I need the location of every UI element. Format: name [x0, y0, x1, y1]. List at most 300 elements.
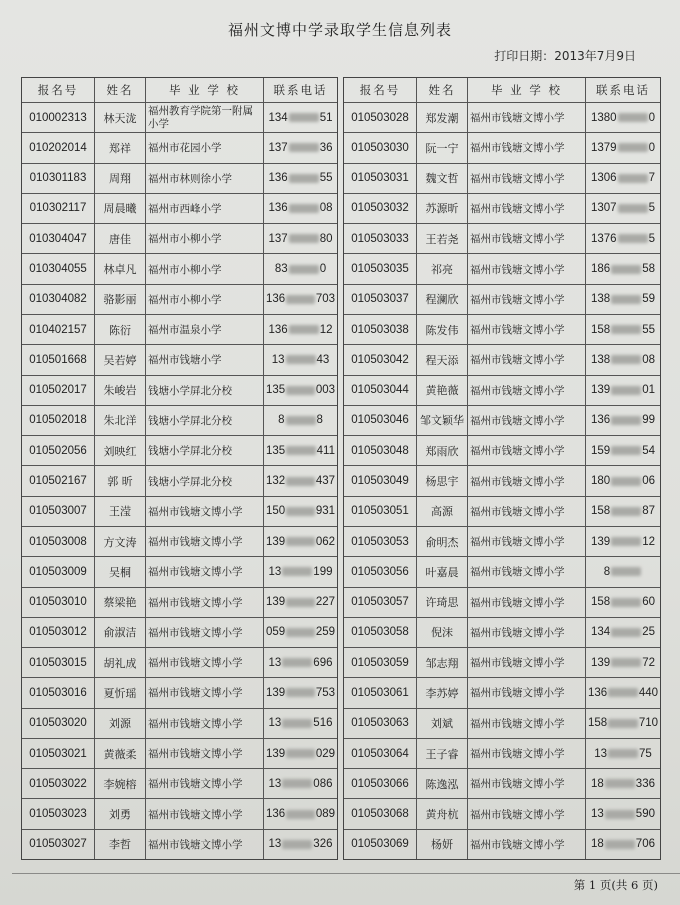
print-date: 打印日期：2013年7月9日: [494, 49, 636, 63]
phone-visible-suffix: 753: [315, 686, 335, 699]
student-name: 骆影丽: [95, 285, 146, 314]
registration-number: 010503068: [344, 799, 417, 828]
phone-number: [586, 466, 660, 495]
phone-number: [264, 376, 337, 405]
registration-number: 010502017: [22, 376, 95, 405]
table-row: [22, 618, 337, 648]
student-name: 林天泷: [95, 103, 146, 132]
registration-number: 010503038: [344, 315, 417, 344]
phone-number: [586, 436, 660, 465]
phone-visible-prefix: 13: [268, 656, 282, 669]
student-name: 黄舟杭: [417, 799, 468, 828]
student-name: 胡礼成: [95, 648, 146, 677]
table-row: [344, 799, 660, 829]
phone-number: [264, 315, 337, 344]
registration-number: 010503032: [344, 194, 417, 223]
student-name: 杨思宇: [417, 466, 468, 495]
table-row: [22, 133, 337, 163]
graduation-school: 福州市温泉小学: [146, 315, 264, 344]
phone-redaction: [611, 507, 641, 516]
phone-visible-suffix: 931: [315, 505, 335, 518]
registration-number: 010503008: [22, 527, 95, 556]
phone-visible-prefix: 83: [274, 263, 288, 276]
phone-redaction: [282, 719, 312, 728]
table-row: [344, 133, 660, 163]
student-name: 陈逸泓: [417, 769, 468, 798]
graduation-school: 福州市钱塘文博小学: [146, 588, 264, 617]
phone-redaction: [611, 446, 641, 455]
graduation-school: 福州市钱塘文博小学: [468, 527, 586, 556]
student-name: 王若尧: [417, 224, 468, 253]
phone-number: [586, 497, 660, 526]
registration-number: 010502018: [22, 406, 95, 435]
registration-number: 010002313: [22, 103, 95, 132]
registration-number: 010503049: [344, 466, 417, 495]
header-school: 毕 业 学 校: [468, 78, 586, 102]
phone-redaction: [608, 688, 638, 697]
phone-visible-prefix: 136: [268, 323, 288, 336]
student-name: 刘源: [95, 709, 146, 738]
graduation-school: 福州市钱塘文博小学: [146, 618, 264, 647]
phone-redaction: [289, 325, 319, 334]
phone-visible-suffix: 54: [642, 444, 655, 457]
graduation-school: 福州市钱塘文博小学: [468, 194, 586, 223]
student-name: 邹文颖华: [417, 406, 468, 435]
phone-visible-prefix: 1379: [591, 141, 617, 154]
graduation-school: 福州市钱塘文博小学: [468, 497, 586, 526]
phone-visible-suffix: 59: [642, 293, 655, 306]
student-name: 吴桐: [95, 557, 146, 586]
student-name: 蔡梁艳: [95, 588, 146, 617]
student-name: 祁亮: [417, 254, 468, 283]
graduation-school: 福州市钱塘文博小学: [468, 103, 586, 132]
registration-number: 010503007: [22, 497, 95, 526]
graduation-school: 福州市钱塘文博小学: [146, 648, 264, 677]
phone-visible-suffix: 75: [639, 747, 652, 760]
phone-visible-prefix: 8: [603, 565, 611, 578]
document-title: 福州文博中学录取学生信息列表: [227, 21, 452, 39]
table-row: [22, 709, 337, 739]
phone-visible-prefix: 186: [591, 263, 611, 276]
table-row: [22, 557, 337, 587]
header-school: 毕 业 学 校: [146, 78, 264, 102]
phone-visible-suffix: 51: [319, 111, 333, 124]
table-row: [344, 103, 660, 133]
phone-redaction: [608, 719, 638, 728]
phone-number: [264, 194, 337, 223]
registration-number: 010304055: [22, 254, 95, 283]
table-row: [22, 164, 337, 194]
graduation-school: 福州市花园小学: [146, 133, 264, 162]
phone-visible-suffix: 72: [642, 656, 655, 669]
phone-number: [264, 406, 337, 435]
phone-redaction: [289, 234, 319, 243]
student-name: 周晨曦: [95, 194, 146, 223]
graduation-school: 福州市钱塘文博小学: [468, 769, 586, 798]
table-row: [22, 799, 337, 829]
table-row: [22, 648, 337, 678]
phone-number: [264, 164, 337, 193]
phone-visible-prefix: 13: [271, 353, 285, 366]
phone-visible-suffix: 703: [315, 293, 335, 306]
phone-redaction: [611, 416, 641, 425]
student-name: 叶嘉晨: [417, 557, 468, 586]
phone-visible-prefix: 13: [268, 717, 282, 730]
phone-visible-suffix: 12: [642, 535, 655, 548]
phone-visible-prefix: 136: [266, 293, 286, 306]
registration-number: 010503053: [344, 527, 417, 556]
phone-number: [586, 739, 660, 768]
graduation-school: 福州市钱塘文博小学: [468, 406, 586, 435]
graduation-school: 福州市钱塘文博小学: [146, 678, 264, 707]
table-row: [344, 769, 660, 799]
registration-number: 010503033: [344, 224, 417, 253]
table-row: [22, 678, 337, 708]
student-name: 魏文哲: [417, 164, 468, 193]
phone-number: [264, 648, 337, 677]
graduation-school: 福州市钱塘文博小学: [468, 678, 586, 707]
phone-number: [264, 224, 337, 253]
phone-visible-suffix: 437: [315, 475, 335, 488]
table-row: [22, 497, 337, 527]
phone-visible-suffix: 227: [315, 596, 335, 609]
phone-number: [586, 830, 660, 859]
table-row: [22, 588, 337, 618]
phone-visible-suffix: 7: [648, 172, 655, 185]
phone-visible-prefix: 139: [591, 384, 611, 397]
phone-visible-suffix: 590: [635, 808, 655, 821]
phone-visible-prefix: 1376: [591, 232, 617, 245]
student-name: 俞淑洁: [95, 618, 146, 647]
phone-visible-suffix: 086: [313, 777, 333, 790]
registration-number: 010502056: [22, 436, 95, 465]
table-row: [344, 588, 660, 618]
phone-visible-suffix: 003: [315, 384, 335, 397]
phone-visible-prefix: 13: [268, 777, 282, 790]
phone-redaction: [611, 386, 641, 395]
graduation-school: 福州市钱塘文博小学: [468, 466, 586, 495]
phone-visible-suffix: 25: [642, 626, 655, 639]
graduation-school: 福州市钱塘文博小学: [468, 557, 586, 586]
registration-number: 010302117: [22, 194, 95, 223]
phone-visible-suffix: 199: [313, 565, 333, 578]
student-name: 郑雨欣: [417, 436, 468, 465]
phone-redaction: [605, 840, 635, 849]
phone-number: [586, 133, 660, 162]
phone-visible-suffix: 08: [319, 202, 333, 215]
phone-redaction: [608, 749, 638, 758]
table-row: [344, 345, 660, 375]
phone-visible-suffix: 0: [319, 263, 327, 276]
graduation-school: 钱塘小学屏北分校: [146, 436, 264, 465]
phone-number: [264, 618, 337, 647]
graduation-school: 福州市钱塘文博小学: [468, 315, 586, 344]
phone-visible-suffix: 36: [319, 141, 333, 154]
student-name: 王子睿: [417, 739, 468, 768]
phone-visible-prefix: 158: [591, 323, 611, 336]
phone-number: [586, 799, 660, 828]
phone-visible-prefix: 18: [591, 777, 604, 790]
phone-visible-suffix: 99: [642, 414, 655, 427]
registration-number: 010501668: [22, 345, 95, 374]
registration-number: 010503027: [22, 830, 95, 859]
graduation-school: 福州市钱塘文博小学: [468, 285, 586, 314]
registration-number: 010402157: [22, 315, 95, 344]
phone-redaction: [618, 113, 648, 122]
phone-visible-prefix: 139: [591, 535, 611, 548]
graduation-school: 福州市林则徐小学: [146, 164, 264, 193]
graduation-school: 福州市钱塘文博小学: [468, 376, 586, 405]
registration-number: 010503037: [344, 285, 417, 314]
page-number: 第 1 页(共 6 页): [573, 878, 658, 892]
registration-number: 010503030: [344, 133, 417, 162]
graduation-school: 福州市钱塘文博小学: [146, 830, 264, 859]
graduation-school: 福州市钱塘文博小学: [468, 588, 586, 617]
graduation-school: 福州市小柳小学: [146, 224, 264, 253]
phone-visible-suffix: 089: [315, 808, 335, 821]
phone-number: [586, 709, 660, 738]
table-row: [344, 194, 660, 224]
phone-number: [586, 648, 660, 677]
table-row: [22, 103, 337, 133]
graduation-school: 福州市钱塘文博小学: [146, 709, 264, 738]
table-row: [344, 164, 660, 194]
table-header-row: [344, 78, 660, 103]
phone-visible-prefix: 180: [591, 475, 611, 488]
student-name: 程天添: [417, 345, 468, 374]
student-name: 吴若婷: [95, 345, 146, 374]
table-row: [344, 254, 660, 284]
table-row: [344, 739, 660, 769]
phone-visible-suffix: 062: [315, 535, 335, 548]
header-phone: 联系电话: [596, 85, 650, 97]
student-name: 朱北洋: [95, 406, 146, 435]
student-name: 王滢: [95, 497, 146, 526]
table-row: [22, 376, 337, 406]
student-name: 高源: [417, 497, 468, 526]
registration-number: 010503061: [344, 678, 417, 707]
registration-number: 010503059: [344, 648, 417, 677]
registration-number: 010503048: [344, 436, 417, 465]
phone-visible-suffix: 43: [316, 353, 330, 366]
phone-visible-suffix: 80: [319, 232, 333, 245]
student-name: 刘斌: [417, 709, 468, 738]
student-name: 林卓凡: [95, 254, 146, 283]
phone-redaction: [289, 204, 319, 213]
phone-number: [586, 588, 660, 617]
graduation-school: 福州市钱塘文博小学: [468, 164, 586, 193]
table-row: [22, 285, 337, 315]
phone-visible-prefix: 13: [594, 747, 607, 760]
graduation-school: 福州市钱塘文博小学: [468, 436, 586, 465]
table-row: [22, 345, 337, 375]
phone-visible-prefix: 138: [591, 353, 611, 366]
student-name: 程澜欣: [417, 285, 468, 314]
graduation-school: 福州市钱塘文博小学: [468, 830, 586, 859]
student-name: 郭 昕: [95, 466, 146, 495]
phone-visible-prefix: 150: [266, 505, 286, 518]
phone-redaction: [286, 355, 316, 364]
student-name: 唐佳: [95, 224, 146, 253]
graduation-school: 福州市钱塘文博小学: [146, 527, 264, 556]
phone-number: [586, 406, 660, 435]
phone-visible-suffix: 01: [642, 384, 655, 397]
phone-redaction: [289, 265, 319, 274]
graduation-school: 福州市钱塘文博小学: [146, 497, 264, 526]
registration-number: 010503012: [22, 618, 95, 647]
phone-visible-prefix: 1306: [591, 172, 617, 185]
phone-number: [264, 799, 337, 828]
phone-redaction: [618, 174, 648, 183]
table-row: [344, 618, 660, 648]
phone-visible-prefix: 137: [268, 232, 288, 245]
phone-number: [264, 103, 337, 132]
phone-redaction: [605, 779, 635, 788]
table-row: [22, 194, 337, 224]
phone-number: [586, 224, 660, 253]
phone-visible-suffix: 710: [638, 717, 658, 730]
phone-visible-suffix: 706: [635, 838, 655, 851]
phone-number: [264, 739, 337, 768]
phone-visible-suffix: 08: [642, 353, 655, 366]
phone-number: [586, 345, 660, 374]
phone-visible-suffix: 5: [648, 202, 655, 215]
phone-visible-prefix: 134: [591, 626, 611, 639]
phone-redaction: [282, 658, 312, 667]
phone-visible-prefix: 158: [588, 717, 608, 730]
footer-divider: [12, 873, 680, 874]
student-name: 刘勇: [95, 799, 146, 828]
registration-number: 010503051: [344, 497, 417, 526]
phone-visible-suffix: 60: [642, 596, 655, 609]
student-name: 郑祥: [95, 133, 146, 162]
phone-redaction: [282, 840, 312, 849]
phone-visible-prefix: 1307: [591, 202, 617, 215]
student-name: 方文涛: [95, 527, 146, 556]
phone-visible-prefix: 134: [268, 111, 288, 124]
registration-number: 010503056: [344, 557, 417, 586]
phone-number: [264, 466, 337, 495]
table-row: [22, 406, 337, 436]
phone-visible-suffix: 06: [642, 475, 655, 488]
graduation-school: 福州市钱塘文博小学: [468, 254, 586, 283]
header-id: 报名号: [344, 78, 417, 102]
phone-visible-suffix: 029: [315, 747, 335, 760]
phone-redaction: [286, 295, 315, 304]
phone-redaction: [286, 810, 315, 819]
phone-number: [586, 557, 660, 586]
phone-visible-prefix: 136: [591, 414, 611, 427]
graduation-school: 福州市钱塘文博小学: [468, 345, 586, 374]
phone-visible-prefix: 13: [591, 808, 604, 821]
graduation-school: 福州教育学院第一附属小学: [146, 103, 264, 132]
graduation-school: 福州市钱塘文博小学: [468, 799, 586, 828]
phone-visible-prefix: 136: [266, 808, 286, 821]
student-name: 周翔: [95, 164, 146, 193]
phone-visible-prefix: 136: [588, 686, 608, 699]
student-name: 刘映红: [95, 436, 146, 465]
student-name: 黄薇柔: [95, 739, 146, 768]
phone-redaction: [611, 355, 641, 364]
registration-number: 010503063: [344, 709, 417, 738]
table-row: [344, 376, 660, 406]
phone-redaction: [289, 174, 319, 183]
phone-redaction: [286, 477, 315, 486]
phone-redaction: [286, 537, 315, 546]
registration-number: 010503015: [22, 648, 95, 677]
phone-visible-suffix: 326: [313, 838, 333, 851]
phone-visible-prefix: 13: [268, 838, 282, 851]
phone-number: [264, 769, 337, 798]
phone-visible-prefix: 158: [591, 505, 611, 518]
registration-number: 010503009: [22, 557, 95, 586]
phone-redaction: [286, 628, 315, 637]
phone-visible-suffix: 440: [638, 686, 658, 699]
student-name: 郑发潮: [417, 103, 468, 132]
phone-number: [264, 436, 337, 465]
phone-redaction: [286, 688, 315, 697]
student-name: 许琦思: [417, 588, 468, 617]
phone-number: [586, 164, 660, 193]
phone-visible-suffix: 336: [635, 777, 655, 790]
student-name: 阮一宁: [417, 133, 468, 162]
student-table-right: [343, 77, 661, 860]
table-row: [344, 709, 660, 739]
phone-number: [586, 194, 660, 223]
graduation-school: 福州市钱塘文博小学: [468, 739, 586, 768]
phone-number: [586, 285, 660, 314]
table-row: [22, 830, 337, 859]
student-name: 杨妍: [417, 830, 468, 859]
phone-redaction: [618, 204, 648, 213]
registration-number: 010503066: [344, 769, 417, 798]
student-name: 朱峻岩: [95, 376, 146, 405]
phone-redaction: [611, 598, 641, 607]
phone-visible-suffix: 516: [313, 717, 333, 730]
phone-visible-suffix: 0: [648, 141, 655, 154]
graduation-school: 福州市钱塘文博小学: [468, 648, 586, 677]
phone-number: [586, 678, 660, 707]
registration-number: 010503028: [344, 103, 417, 132]
graduation-school: 福州市钱塘文博小学: [468, 709, 586, 738]
graduation-school: 福州市钱塘文博小学: [468, 224, 586, 253]
phone-redaction: [611, 567, 641, 576]
phone-redaction: [611, 295, 641, 304]
phone-redaction: [611, 477, 641, 486]
phone-number: [264, 557, 337, 586]
phone-visible-prefix: 136: [268, 172, 288, 185]
phone-number: [264, 345, 337, 374]
graduation-school: 福州市钱塘文博小学: [146, 739, 264, 768]
student-name: 倪沫: [417, 618, 468, 647]
table-row: [22, 224, 337, 254]
phone-visible-prefix: 139: [591, 656, 611, 669]
phone-redaction: [611, 325, 641, 334]
phone-visible-prefix: 139: [266, 596, 286, 609]
registration-number: 010202014: [22, 133, 95, 162]
phone-number: [264, 588, 337, 617]
table-row: [344, 830, 660, 859]
phone-redaction: [618, 143, 648, 152]
phone-visible-prefix: 159: [591, 444, 611, 457]
registration-number: 010503042: [344, 345, 417, 374]
phone-visible-suffix: 8: [316, 414, 323, 427]
registration-number: 010503057: [344, 588, 417, 617]
table-row: [22, 769, 337, 799]
table-row: [22, 254, 337, 284]
phone-visible-prefix: 135: [266, 384, 286, 397]
phone-redaction: [286, 507, 315, 516]
